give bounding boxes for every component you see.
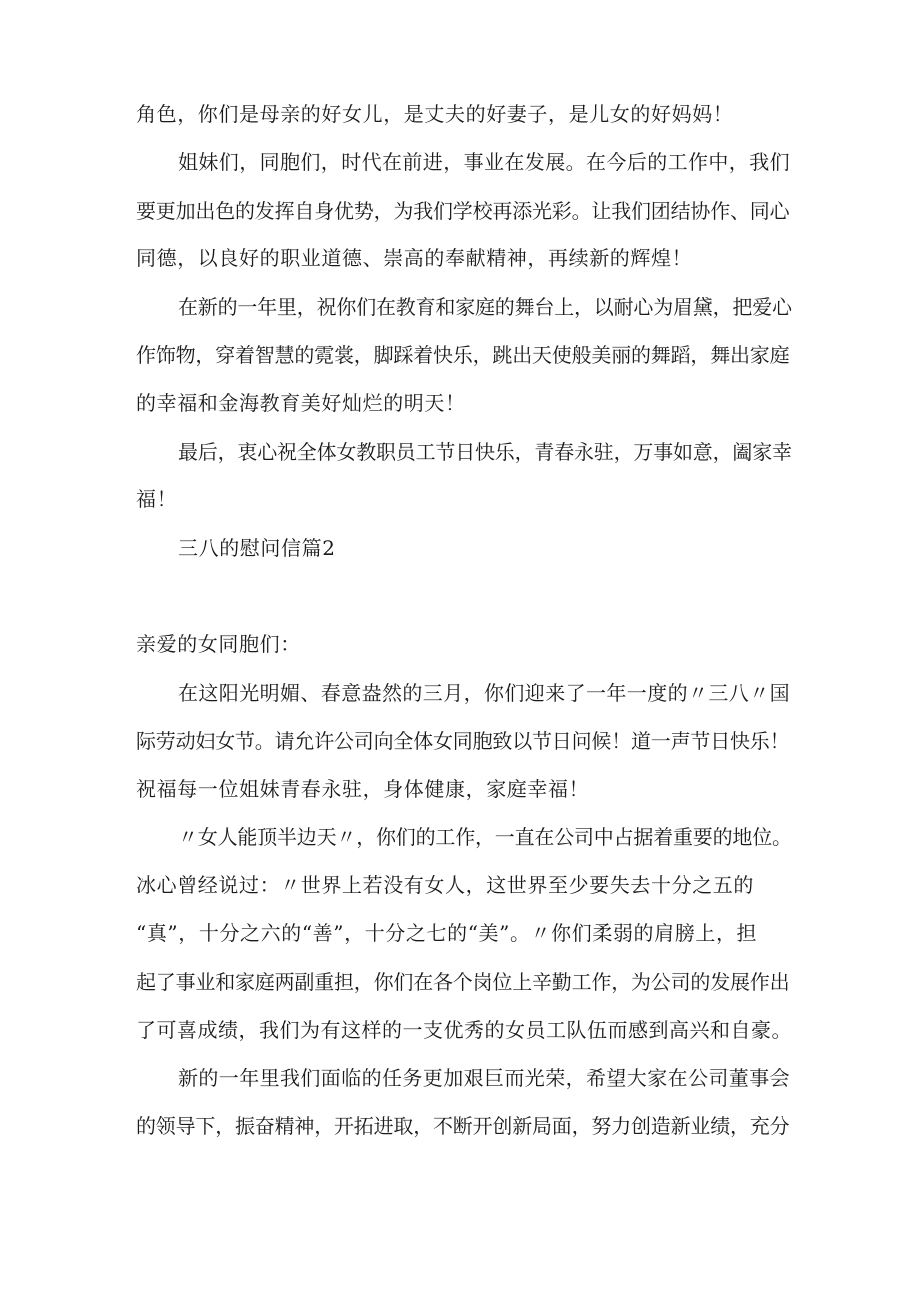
text-line: 同德，以良好的职业道德、崇高的奉献精神，再续新的辉煌！ xyxy=(136,246,693,270)
paragraph-start-line: 姐妹们，同胞们，时代在前进，事业在发展。在今后的工作中，我们 xyxy=(178,150,790,174)
text-line: 要更加出色的发挥自身优势，为我们学校再添光彩。让我们团结协作、同心 xyxy=(136,199,790,223)
text-line: “真”，十分之六的“善”，十分之七的“美”。〃你们柔弱的肩膀上，担 xyxy=(136,921,758,945)
paragraph-start-line: 在新的一年里，祝你们在教育和家庭的舞台上，以耐心为眉黛，把爱心 xyxy=(178,295,792,319)
text-line: 起了事业和家庭两副重担，你们在各个岗位上辛勤工作，为公司的发展作出 xyxy=(136,970,790,994)
text-line: 角色，你们是母亲的好女儿，是丈夫的好妻子，是儿女的好妈妈！ xyxy=(136,102,734,126)
salutation: 亲爱的女同胞们： xyxy=(136,632,301,656)
paragraph-start-line: 在这阳光明媚、春意盎然的三月，你们迎来了一年一度的〃三八〃国 xyxy=(178,681,790,705)
text-line: 冰心曾经说过：〃世界上若没有女人，这世界至少要失去十分之五的 xyxy=(136,873,754,897)
text-line: 的领导下，振奋精神，开拓进取，不断开创新局面，努力创造新业绩，充分 xyxy=(136,1114,790,1138)
paragraph-start-line: 新的一年里我们面临的任务更加艰巨而光荣，希望大家在公司董事会 xyxy=(178,1066,790,1090)
text-line: 祝福每一位姐妹青春永驻，身体健康，家庭幸福！ xyxy=(136,777,590,801)
text-line: 了可喜成绩，我们为有这样的一支优秀的女员工队伍而感到高兴和自豪。 xyxy=(136,1018,792,1042)
text-line: 作饰物，穿着智慧的霓裳，脚踩着快乐，跳出天使般美丽的舞蹈，舞出家庭 xyxy=(136,343,790,367)
text-line: 的幸福和金海教育美好灿烂的明天！ xyxy=(136,391,466,415)
text-line: 福！ xyxy=(136,487,178,511)
section-heading: 三八的慰问信篇2 xyxy=(178,536,336,560)
paragraph-start-line: 〃女人能顶半边天〃，你们的工作，一直在公司中占据着重要的地位。 xyxy=(178,825,792,849)
text-line: 际劳动妇女节。请允许公司向全体女同胞致以节日问候！道一声节日快乐！ xyxy=(136,729,790,753)
paragraph-start-line: 最后，衷心祝全体女教职员工节日快乐，青春永驻，万事如意，阖家幸 xyxy=(178,440,792,464)
